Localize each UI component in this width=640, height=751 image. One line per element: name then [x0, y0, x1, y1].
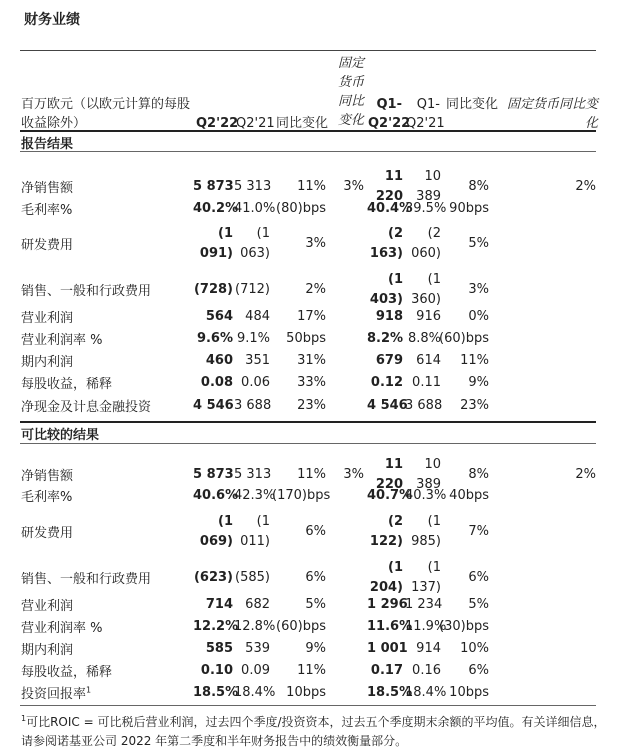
- cell-q2-22: 18.5%: [193, 685, 239, 700]
- cell-q2-21: 0.09: [241, 663, 270, 678]
- cell-h1-22: 1 296: [367, 597, 408, 612]
- header-yoy: 同比变化: [276, 116, 329, 131]
- row-label-sup: 1: [86, 685, 92, 695]
- section-rule: [20, 130, 596, 132]
- row-label-text: 期内利润: [21, 643, 74, 658]
- row-label-text: 营业利润率 %: [21, 333, 103, 348]
- row-label: [21, 396, 151, 415]
- row-label-text: 营业利润: [21, 599, 74, 614]
- cell-q2-22: 5 873: [193, 179, 234, 194]
- row-label-text: 期内利润: [21, 355, 74, 370]
- cell-q2-22: 460: [205, 353, 233, 368]
- row-label: [21, 522, 73, 541]
- cell-q2-22: (728): [193, 282, 233, 297]
- header-cc-yoy-h1: 固定货币同比变化: [506, 97, 598, 131]
- cell-yoy: 17%: [297, 309, 326, 324]
- cell-h1-21: 11.9%: [405, 619, 447, 634]
- cell-h1-22: 40.7%: [367, 488, 413, 503]
- cell-q2-21: 351: [245, 353, 270, 368]
- section-rule: [20, 151, 596, 152]
- cell-yoy-h1: 7%: [468, 524, 489, 539]
- row-label: [21, 465, 73, 484]
- cell-yoy-h1: (60)bps: [439, 331, 489, 346]
- cell-yoy-h1: 6%: [468, 570, 489, 585]
- cell-yoy-h1: 10bps: [449, 685, 489, 700]
- cell-h1-22: 0.17: [370, 663, 403, 678]
- cell-h1-21: 0.11: [412, 375, 441, 390]
- cell-q2-22: (1 069): [199, 514, 233, 549]
- row-label: [21, 595, 73, 614]
- cell-h1-22: 11 220: [375, 457, 403, 492]
- section-title: 报告结果: [21, 137, 74, 152]
- footnote-text: 可比ROIC = 可比税后营业利润，过去四个季度/投资资本，过去五个季度期末余额的平均值。有关详细信息，请参阅诺基亚公司 2022 年第二季度和半年财务报告中的绩效衡量部分。: [21, 715, 606, 748]
- cell-h1-21: 3 688: [405, 398, 443, 413]
- cell-yoy: (170)bps: [272, 488, 331, 503]
- cell-q2-22: 564: [205, 309, 233, 324]
- cell-h1-21: 10 389: [416, 169, 441, 204]
- cell-q2-21: 484: [245, 309, 270, 324]
- cell-yoy-h1: 10%: [460, 641, 489, 656]
- cell-yoy: 11%: [297, 663, 326, 678]
- cell-q2-21: 682: [245, 597, 270, 612]
- cell-yoy: 9%: [305, 641, 326, 656]
- cell-q2-22: 5 873: [193, 467, 234, 482]
- cell-q2-21: 18.4%: [234, 685, 276, 700]
- cell-h1-22: 18.5%: [367, 685, 413, 700]
- row-label-text: 研发费用: [21, 526, 74, 541]
- cell-yoy: 2%: [305, 282, 326, 297]
- header-q1-q2-22: Q1-Q2'22: [368, 97, 411, 131]
- cell-h1-21: 1 234: [405, 597, 443, 612]
- cell-yoy-h1: 9%: [468, 375, 489, 390]
- cell-yoy: 23%: [297, 398, 326, 413]
- cell-q2-22: 9.6%: [196, 331, 233, 346]
- cell-cc-h1: 2%: [575, 179, 596, 194]
- cell-q2-21: 539: [245, 641, 270, 656]
- row-label-text: 毛利率%: [21, 203, 73, 218]
- cell-yoy: 31%: [297, 353, 326, 368]
- cell-yoy-h1: 5%: [468, 236, 489, 251]
- cell-yoy: 11%: [297, 179, 326, 194]
- cell-yoy: 33%: [297, 375, 326, 390]
- cell-yoy: 5%: [305, 597, 326, 612]
- row-label: [21, 177, 73, 196]
- cell-h1-21: 40.3%: [405, 488, 447, 503]
- cell-h1-22: 40.4%: [367, 201, 413, 216]
- header-yoy-h1: 同比变化: [446, 97, 499, 112]
- row-label: [21, 639, 73, 658]
- cell-yoy: 11%: [297, 467, 326, 482]
- row-label: [21, 199, 72, 218]
- cell-yoy-h1: 8%: [468, 467, 489, 482]
- cell-cc-h1: 2%: [575, 467, 596, 482]
- row-label-text: 研发费用: [21, 238, 74, 253]
- row-label: [21, 351, 73, 370]
- cell-h1-22: (2 163): [369, 226, 403, 261]
- table-bottom-rule: [20, 705, 596, 706]
- cell-yoy-h1: 90bps: [449, 201, 489, 216]
- cell-q2-22: 12.2%: [193, 619, 239, 634]
- page-title: 财务业绩: [24, 12, 80, 28]
- cell-q2-21: 42.3%: [234, 488, 276, 503]
- cell-q2-21: (1 063): [240, 226, 270, 261]
- cell-q2-22: 714: [205, 597, 233, 612]
- cell-q2-21: 3 688: [234, 398, 272, 413]
- cell-yoy-h1: 6%: [468, 663, 489, 678]
- row-label-text: 投资回报率: [21, 687, 87, 702]
- cell-h1-22: 11 220: [375, 169, 403, 204]
- cell-h1-21: 914: [416, 641, 441, 656]
- cell-q2-21: (585): [235, 570, 270, 585]
- row-label-text: 销售、一般和行政费用: [21, 284, 152, 299]
- cell-q2-21: 5 313: [234, 179, 272, 194]
- row-label-text: 毛利率%: [21, 490, 73, 505]
- cell-yoy: 3%: [305, 236, 326, 251]
- row-label: [21, 234, 73, 253]
- row-label-text: 营业利润: [21, 311, 74, 326]
- cell-h1-21: 916: [416, 309, 441, 324]
- row-label: [21, 307, 73, 326]
- header-q2-22: Q2'22: [196, 116, 239, 131]
- row-label: [21, 329, 103, 348]
- cell-q2-21: 9.1%: [236, 331, 270, 346]
- header-cc-yoy: 固定货币同比变化: [338, 56, 365, 128]
- row-label: [21, 373, 112, 392]
- row-label: [21, 486, 72, 505]
- cell-q2-22: 585: [205, 641, 233, 656]
- cell-h1-22: 918: [375, 309, 403, 324]
- cell-h1-21: 18.4%: [405, 685, 447, 700]
- cell-h1-21: 39.5%: [405, 201, 447, 216]
- cell-h1-22: (1 204): [369, 560, 403, 595]
- row-label-text: 营业利润率 %: [21, 621, 103, 636]
- header-q2-21: Q2'21: [236, 116, 275, 131]
- cell-h1-22: 8.2%: [367, 331, 404, 346]
- row-label: [21, 280, 151, 299]
- footnote-marker: 1: [21, 714, 27, 723]
- section-rule: [20, 421, 596, 423]
- cell-h1-22: 679: [375, 353, 403, 368]
- cell-h1-21: 0.16: [412, 663, 441, 678]
- cell-q2-22: 0.10: [200, 663, 233, 678]
- row-label-text: 净销售额: [21, 469, 74, 484]
- cell-yoy-h1: 40bps: [449, 488, 489, 503]
- section-rule: [20, 443, 596, 444]
- cell-h1-22: 1 001: [367, 641, 408, 656]
- row-label-text: 净销售额: [21, 181, 74, 196]
- cell-h1-22: 0.12: [370, 375, 403, 390]
- top-rule: [20, 50, 596, 51]
- row-label: [21, 568, 151, 587]
- cell-q2-22: (1 091): [199, 226, 233, 261]
- cell-h1-21: 10 389: [416, 457, 441, 492]
- cell-yoy-h1: 0%: [468, 309, 489, 324]
- cell-h1-21: (1 137): [411, 560, 441, 595]
- row-label-text: 销售、一般和行政费用: [21, 572, 152, 587]
- cell-yoy: (80)bps: [276, 201, 326, 216]
- header-unit-description: 百万欧元（以欧元计算的每股收益除外）: [21, 97, 191, 131]
- cell-q2-21: (712): [235, 282, 270, 297]
- cell-q2-21: (1 011): [240, 514, 270, 549]
- cell-cc: 3%: [343, 179, 364, 194]
- row-label-text: 每股收益，稀释: [21, 665, 113, 680]
- cell-q2-22: 40.6%: [193, 488, 239, 503]
- cell-yoy-h1: 5%: [468, 597, 489, 612]
- cell-h1-21: 8.8%: [407, 331, 441, 346]
- cell-yoy-h1: 8%: [468, 179, 489, 194]
- cell-yoy: 50bps: [286, 331, 326, 346]
- cell-yoy-h1: 23%: [460, 398, 489, 413]
- cell-q2-21: 5 313: [234, 467, 272, 482]
- section-title: 可比较的结果: [21, 428, 100, 443]
- cell-yoy: 6%: [305, 524, 326, 539]
- cell-h1-22: (1 403): [369, 272, 403, 307]
- cell-q2-21: 41.0%: [234, 201, 276, 216]
- row-label-text: 净现金及计息金融投资: [21, 400, 152, 415]
- cell-yoy-h1: 3%: [468, 282, 489, 297]
- footnote: [21, 709, 611, 751]
- cell-yoy: 6%: [305, 570, 326, 585]
- cell-h1-22: 4 546: [367, 398, 408, 413]
- cell-yoy-h1: 11%: [460, 353, 489, 368]
- cell-q2-21: 0.06: [241, 375, 270, 390]
- row-label: [21, 661, 112, 680]
- cell-h1-22: (2 122): [369, 514, 403, 549]
- cell-yoy: 10bps: [286, 685, 326, 700]
- cell-yoy: (60)bps: [276, 619, 326, 634]
- cell-h1-21: (2 060): [411, 226, 441, 261]
- cell-h1-21: 614: [416, 353, 441, 368]
- cell-q2-21: 12.8%: [234, 619, 276, 634]
- row-label: [21, 617, 103, 636]
- cell-cc: 3%: [343, 467, 364, 482]
- header-q1-q2-21: Q1-Q2'21: [406, 97, 445, 131]
- cell-h1-21: (1 360): [411, 272, 441, 307]
- cell-q2-22: 4 546: [193, 398, 234, 413]
- row-label: [21, 683, 91, 702]
- cell-yoy-h1: (30)bps: [439, 619, 489, 634]
- cell-q2-22: (623): [193, 570, 233, 585]
- cell-h1-22: 11.6%: [367, 619, 413, 634]
- cell-q2-22: 40.2%: [193, 201, 239, 216]
- row-label-text: 每股收益，稀释: [21, 377, 113, 392]
- cell-h1-21: (1 985): [411, 514, 441, 549]
- cell-q2-22: 0.08: [200, 375, 233, 390]
